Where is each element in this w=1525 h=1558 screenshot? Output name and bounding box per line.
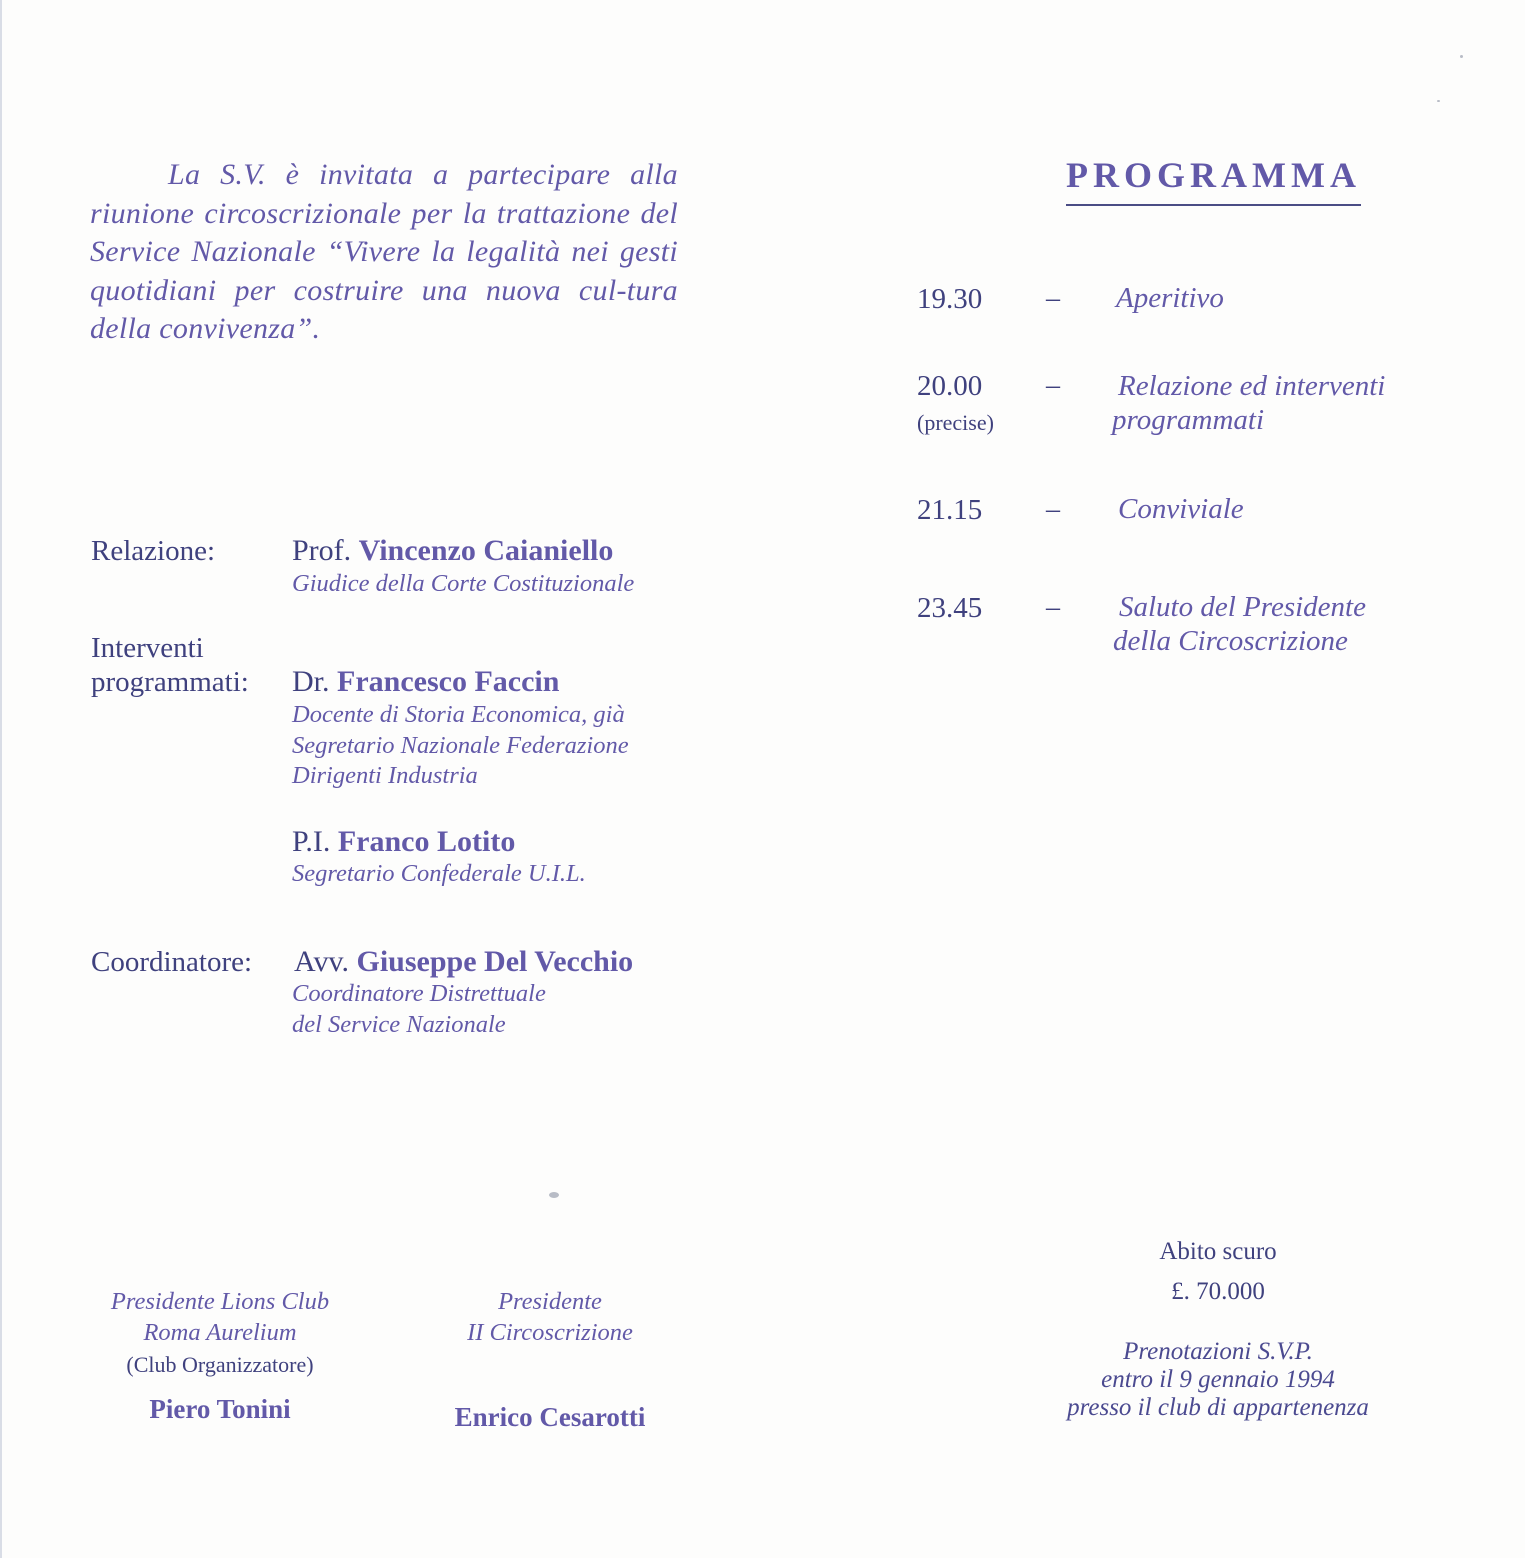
booking-info xyxy=(1018,1338,1418,1422)
programma-item-conviviale xyxy=(1118,492,1244,526)
programma-dash: – xyxy=(1046,592,1060,623)
programma-item-aperitivo xyxy=(1116,281,1224,315)
coordinatore-speaker xyxy=(294,945,633,979)
relazione-role: Giudice della Corte Costituzionale xyxy=(292,570,635,597)
price: £. 70.000 xyxy=(1171,1278,1265,1305)
signature-role-line: Presidente Lions Club xyxy=(110,1288,330,1315)
programma-time: 19.30 xyxy=(917,283,983,315)
signature-role-line: II Circoscrizione xyxy=(467,1319,633,1346)
interventi-label-line1: Interventi xyxy=(91,632,204,664)
booking-line: presso il club di appartenenza xyxy=(1067,1394,1369,1421)
coordinatore-name: Giuseppe Del Vecchio xyxy=(356,945,634,978)
relazione-speaker xyxy=(292,534,613,568)
programma-item-line: Aperitivo xyxy=(1116,282,1224,314)
event-info xyxy=(1018,1238,1418,1422)
speaker-faccin xyxy=(292,665,559,699)
booking-line: entro il 9 gennaio 1994 xyxy=(1101,1366,1335,1393)
programma-time: 20.00 xyxy=(917,370,983,402)
programma-dash: – xyxy=(1046,283,1060,314)
signature-block-lions xyxy=(80,1286,360,1425)
role-line: Segretario Confederale U.I.L. xyxy=(292,860,586,887)
role-line: del Service Nazionale xyxy=(292,1010,506,1038)
programma-item-line: Conviviale xyxy=(1118,493,1244,525)
speaker-title: P.I. xyxy=(292,825,331,858)
paper-speck xyxy=(549,1192,559,1198)
programma-time: 21.15 xyxy=(917,494,983,526)
booking-line: Prenotazioni S.V.P. xyxy=(1123,1338,1313,1365)
speaker-name: Francesco Faccin xyxy=(337,665,560,698)
invitation-text: La S.V. è invitata a partecipare alla riunione circoscrizionale per la trattazione del Service Nazionale “Vivere la legalità nei gesti quotidiani per costruire una nuova cul-tura della convivenza”. xyxy=(90,158,678,345)
programma-item-line: Saluto del Presidente xyxy=(1119,591,1366,623)
speaker-lotito xyxy=(292,825,515,859)
signature-role-line: Presidente xyxy=(498,1288,602,1315)
speaker-name: Franco Lotito xyxy=(337,825,516,858)
relazione-title: Prof. xyxy=(292,534,352,567)
paper-speck xyxy=(1460,55,1463,58)
signature-role-line: Roma Aurelium xyxy=(143,1319,297,1346)
coordinatore-title: Avv. xyxy=(294,945,349,978)
programma-item-relazione xyxy=(1112,369,1385,437)
signature-name: Enrico Cesarotti xyxy=(454,1402,646,1432)
programma-item-line: Relazione ed interventi xyxy=(1118,370,1386,402)
relazione-label: Relazione: xyxy=(91,535,216,567)
programma-item-line: della Circoscrizione xyxy=(1113,625,1348,657)
signature-block-circoscrizione xyxy=(420,1286,680,1433)
programma-item-saluto xyxy=(1113,590,1366,658)
relazione-name: Vincenzo Caianiello xyxy=(358,534,614,567)
role-line: Dirigenti Industria xyxy=(292,762,478,789)
role-line: Coordinatore Distrettuale xyxy=(292,980,546,1007)
speaker-faccin-role xyxy=(292,700,629,792)
programma-dash: – xyxy=(1046,494,1060,525)
coordinatore-role xyxy=(292,979,546,1040)
role-line: Segretario Nazionale Federazione xyxy=(292,731,629,759)
interventi-label-line2: programmati: xyxy=(91,666,249,698)
signature-name: Piero Tonini xyxy=(149,1394,291,1424)
programma-item-line: programmati xyxy=(1112,404,1264,436)
dress-code: Abito scuro xyxy=(1159,1238,1277,1265)
signature-note: (Club Organizzatore) xyxy=(126,1352,314,1377)
speaker-lotito-role xyxy=(292,859,586,890)
paper-speck xyxy=(1437,100,1440,102)
speaker-title: Dr. xyxy=(292,665,330,698)
page-edge xyxy=(0,0,2,1558)
programma-time-note: (precise) xyxy=(917,410,994,435)
programma-time: 23.45 xyxy=(917,592,983,624)
coordinatore-label: Coordinatore: xyxy=(91,946,253,978)
programma-dash: – xyxy=(1046,370,1060,401)
programma-title: PROGRAMMA xyxy=(1066,154,1361,206)
role-line: Docente di Storia Economica, già xyxy=(292,701,625,728)
